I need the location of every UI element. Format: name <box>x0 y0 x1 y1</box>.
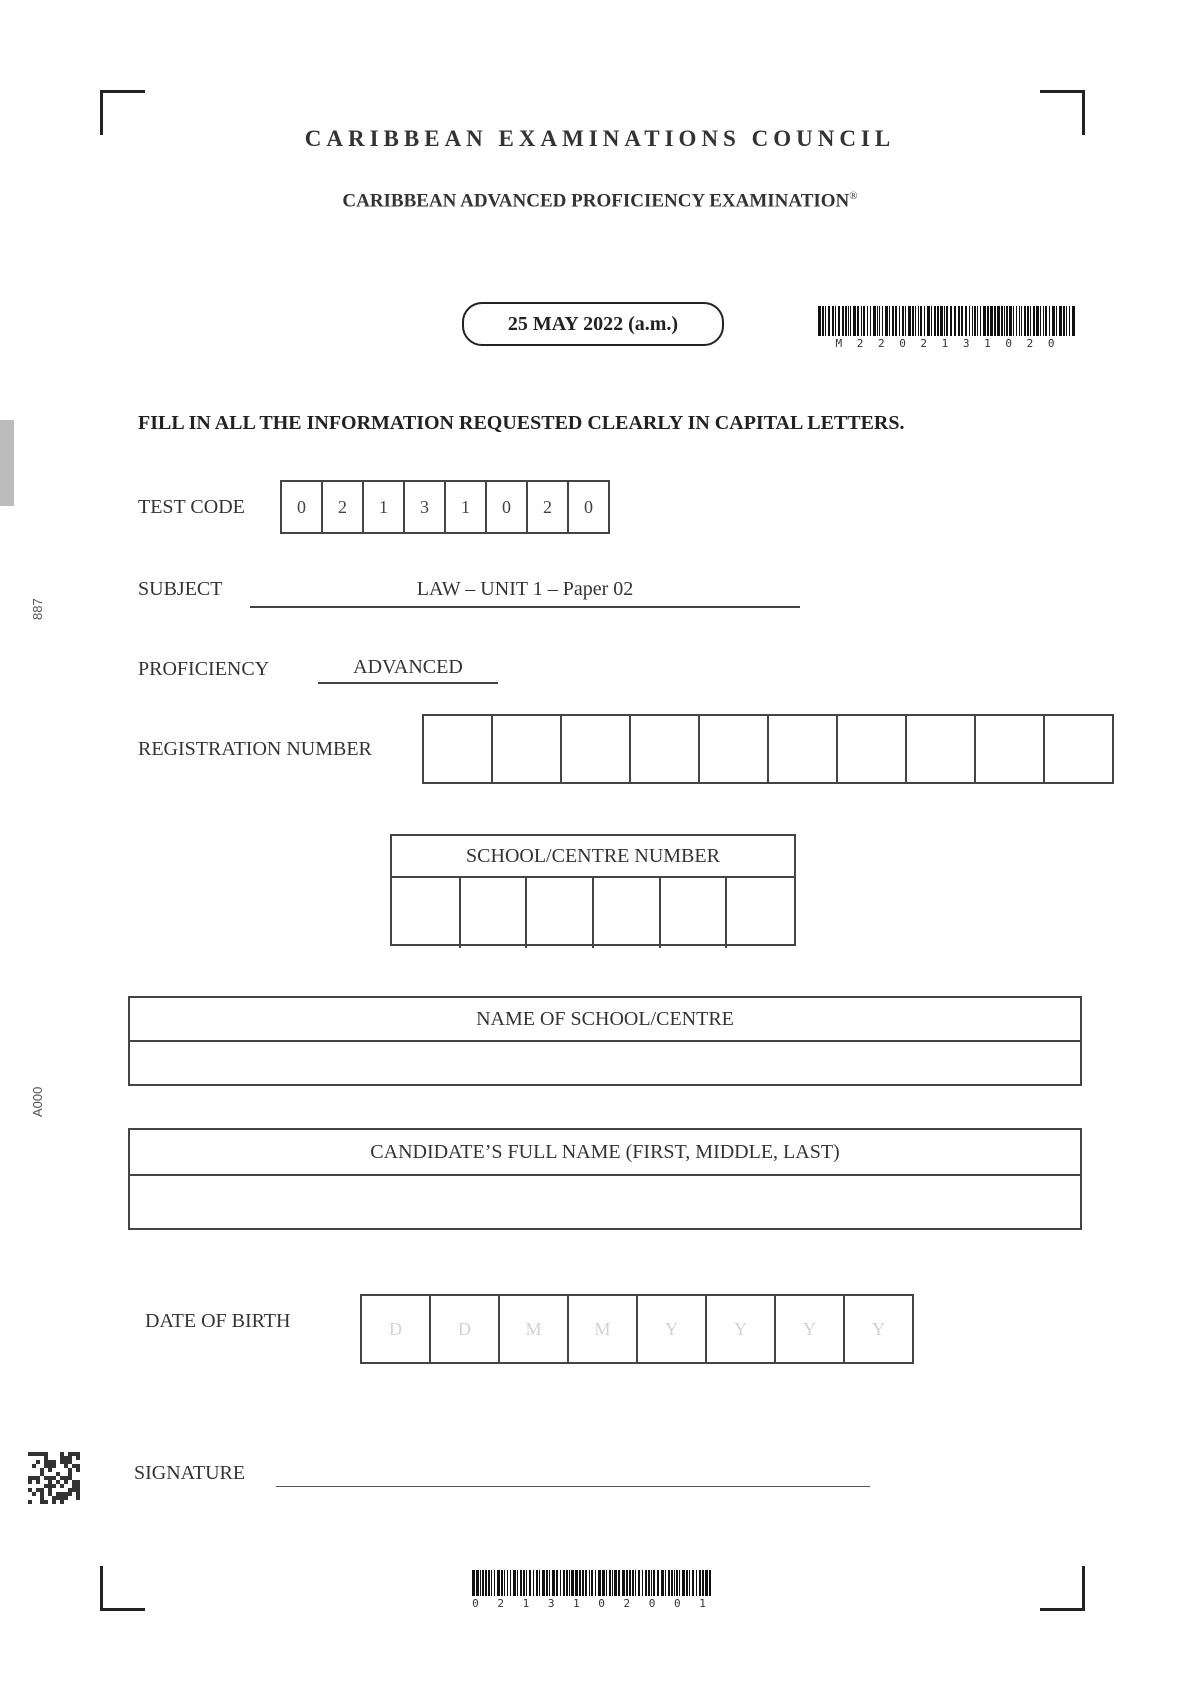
barcode-bar <box>582 1570 584 1596</box>
barcode-bar <box>612 1570 613 1596</box>
corner-mark-bottom-right <box>1040 1566 1085 1611</box>
barcode-bar <box>1009 306 1012 336</box>
barcode-bar <box>563 1570 565 1596</box>
registration-digit-box[interactable] <box>422 714 493 784</box>
barcode-bar <box>491 1570 492 1596</box>
registration-digit-box[interactable] <box>560 714 631 784</box>
barcode-bar <box>665 1570 666 1596</box>
date-of-birth-box[interactable]: Y <box>705 1294 776 1364</box>
barcode-bar <box>632 1570 634 1596</box>
barcode-bar <box>529 1570 531 1596</box>
barcode-bar <box>679 1570 680 1596</box>
barcode-bar <box>1040 306 1041 336</box>
barcode-bar <box>895 306 897 336</box>
exam-date: 25 MAY 2022 (a.m.) <box>462 302 724 346</box>
barcode-bar <box>885 306 888 336</box>
barcode-bar <box>924 306 925 336</box>
barcode-bar <box>877 306 878 336</box>
barcode-bar <box>494 1570 495 1596</box>
barcode-bar <box>994 306 997 336</box>
test-code-digit[interactable]: 0 <box>485 480 528 534</box>
signature-label: SIGNATURE <box>134 1462 246 1484</box>
barcode-bar <box>595 1570 596 1596</box>
test-code-digit[interactable]: 2 <box>321 480 364 534</box>
school-centre-digit-box[interactable] <box>725 878 794 948</box>
proficiency-field[interactable]: ADVANCED <box>318 656 498 684</box>
barcode-bar <box>974 306 976 336</box>
barcode-bar <box>642 1570 643 1596</box>
barcode-bar <box>1001 306 1003 336</box>
barcode-bar <box>618 1570 620 1596</box>
barcode-bar <box>1021 306 1022 336</box>
barcode-bar <box>651 1570 653 1596</box>
barcode-bar <box>536 1570 538 1596</box>
barcode-bar <box>585 1570 587 1596</box>
registration-number-label: REGISTRATION NUMBER <box>138 738 372 760</box>
barcode-bar <box>863 306 865 336</box>
barcode-bar <box>961 306 963 336</box>
barcode-bar <box>614 1570 617 1596</box>
barcode-bar <box>635 1570 636 1596</box>
barcode-bar <box>569 1570 570 1596</box>
barcode-bar <box>629 1570 632 1596</box>
top-barcode-bars <box>818 306 1076 336</box>
barcode-bar <box>622 1570 625 1596</box>
barcode-bar <box>513 1570 516 1596</box>
school-name-input[interactable] <box>130 1042 1080 1084</box>
school-centre-number-boxes <box>392 878 794 948</box>
barcode-bar <box>931 306 933 336</box>
signature-line[interactable] <box>276 1486 870 1487</box>
qr-code-icon <box>28 1452 80 1504</box>
barcode-bar <box>822 306 825 336</box>
barcode-bar <box>850 306 851 336</box>
barcode-bar <box>845 306 847 336</box>
candidate-name-table <box>128 1128 1082 1230</box>
barcode-bar <box>867 306 868 336</box>
candidate-name-input[interactable] <box>130 1176 1080 1228</box>
barcode-bar <box>546 1570 549 1596</box>
barcode-bar <box>1024 306 1026 336</box>
barcode-bar <box>476 1570 479 1596</box>
barcode-bar <box>1033 306 1036 336</box>
subject-field[interactable]: LAW – UNIT 1 – Paper 02 <box>250 578 800 608</box>
school-centre-digit-box[interactable] <box>525 878 594 948</box>
barcode-bar <box>606 1570 607 1596</box>
barcode-bar <box>1027 306 1029 336</box>
barcode-bar <box>626 1570 628 1596</box>
barcode-bar <box>879 306 880 336</box>
barcode-bar <box>818 306 821 336</box>
barcode-bar <box>899 306 900 336</box>
barcode-bar <box>954 306 956 336</box>
barcode-bar <box>1066 306 1068 336</box>
barcode-bar <box>915 306 916 336</box>
barcode-bar <box>832 306 835 336</box>
barcode-bar <box>504 1570 505 1596</box>
barcode-bar <box>889 306 890 336</box>
corner-mark-bottom-left <box>100 1566 145 1611</box>
barcode-bar <box>480 1570 481 1596</box>
date-of-birth-box[interactable]: M <box>498 1294 569 1364</box>
barcode-bar <box>946 306 948 336</box>
barcode-bar <box>682 1570 685 1596</box>
barcode-bar <box>668 1570 670 1596</box>
barcode-bar <box>842 306 844 336</box>
barcode-bar <box>835 306 836 336</box>
barcode-bar <box>912 306 914 336</box>
barcode-bar <box>908 306 911 336</box>
instruction-text: FILL IN ALL THE INFORMATION REQUESTED CLEARLY IN CAPITAL LETTERS. <box>138 412 905 434</box>
council-title: CARIBBEAN EXAMINATIONS COUNCIL <box>304 126 896 151</box>
barcode-bar <box>472 1570 475 1596</box>
bottom-barcode-caption: 0 2 1 3 1 0 2 0 0 1 <box>472 1597 712 1610</box>
subject-label: SUBJECT <box>138 578 223 600</box>
barcode-bar <box>892 306 895 336</box>
barcode-bar <box>552 1570 555 1596</box>
barcode-bar <box>990 306 993 336</box>
school-centre-digit-box[interactable] <box>659 878 728 948</box>
barcode-bar <box>965 306 967 336</box>
margin-code-887: 887 <box>30 598 45 620</box>
barcode-bar <box>1045 306 1047 336</box>
barcode-bar <box>828 306 830 336</box>
barcode-bar <box>882 306 883 336</box>
barcode-bar <box>575 1570 578 1596</box>
barcode-bar <box>838 306 840 336</box>
barcode-bar <box>676 1570 678 1596</box>
date-of-birth-box[interactable]: Y <box>843 1294 914 1364</box>
barcode-bar <box>1063 306 1065 336</box>
margin-code-a000: A000 <box>30 1086 45 1117</box>
barcode-bar <box>671 1570 673 1596</box>
test-code-digit[interactable]: 1 <box>362 480 405 534</box>
registration-digit-box[interactable] <box>974 714 1045 784</box>
barcode-bar <box>1013 306 1014 336</box>
test-code-digit[interactable]: 0 <box>567 480 610 534</box>
barcode-bar <box>944 306 945 336</box>
barcode-bar <box>1019 306 1020 336</box>
barcode-bar <box>934 306 936 336</box>
proficiency-label: PROFICIENCY <box>138 658 270 680</box>
date-of-birth-label: DATE OF BIRTH <box>145 1310 291 1332</box>
barcode-bar <box>579 1570 581 1596</box>
date-of-birth-box[interactable]: Y <box>636 1294 707 1364</box>
barcode-bar <box>848 306 849 336</box>
top-barcode-caption: M 2 2 0 2 1 3 1 0 2 0 <box>835 337 1059 350</box>
school-centre-digit-box[interactable] <box>592 878 661 948</box>
barcode-bar <box>507 1570 508 1596</box>
barcode-bar <box>861 306 862 336</box>
barcode-bar <box>920 306 922 336</box>
barcode-bar <box>853 306 856 336</box>
barcode-bar <box>539 1570 540 1596</box>
barcode-bar <box>977 306 978 336</box>
barcode-bar <box>918 306 919 336</box>
barcode-bar <box>1036 306 1039 336</box>
barcode-bar <box>987 306 990 336</box>
barcode-bar <box>533 1570 534 1596</box>
barcode-bar <box>870 306 871 336</box>
barcode-bar <box>972 306 973 336</box>
barcode-bar <box>997 306 1000 336</box>
barcode-bar <box>873 306 876 336</box>
barcode-bar <box>661 1570 664 1596</box>
barcode-bar <box>940 306 943 336</box>
barcode-bar <box>702 1570 704 1596</box>
barcode-bar <box>696 1570 697 1596</box>
barcode-bar <box>983 306 986 336</box>
date-of-birth-box[interactable]: Y <box>774 1294 845 1364</box>
barcode-bar <box>488 1570 490 1596</box>
candidate-name-label: CANDIDATE’S FULL NAME (FIRST, MIDDLE, LAST) <box>130 1130 1080 1176</box>
barcode-bar <box>560 1570 561 1596</box>
margin-tab <box>0 420 14 506</box>
test-code-label: TEST CODE <box>138 496 245 518</box>
date-of-birth-box[interactable]: M <box>567 1294 638 1364</box>
barcode-bar <box>1069 306 1070 336</box>
registration-digit-box[interactable] <box>1043 714 1114 784</box>
barcode-bar <box>598 1570 601 1596</box>
barcode-bar <box>857 306 859 336</box>
school-name-table <box>128 996 1082 1086</box>
barcode-bar <box>1004 306 1006 336</box>
barcode-bar <box>556 1570 558 1596</box>
barcode-bar <box>653 1570 655 1596</box>
barcode-bar <box>1043 306 1045 336</box>
barcode-bar <box>501 1570 504 1596</box>
school-centre-digit-box[interactable] <box>392 878 461 948</box>
barcode-bar <box>566 1570 568 1596</box>
barcode-bar <box>591 1570 593 1596</box>
barcode-bar <box>589 1570 590 1596</box>
barcode-bar <box>980 306 981 336</box>
barcode-bar <box>571 1570 574 1596</box>
barcode-bar <box>602 1570 605 1596</box>
barcode-bar <box>937 306 939 336</box>
school-centre-digit-box[interactable] <box>459 878 528 948</box>
barcode-bar <box>1030 306 1031 336</box>
barcode-bar <box>699 1570 702 1596</box>
barcode-bar <box>648 1570 650 1596</box>
barcode-bar <box>645 1570 647 1596</box>
barcode-bar <box>482 1570 484 1596</box>
barcode-bar <box>638 1570 640 1596</box>
barcode-bar <box>510 1570 511 1596</box>
barcode-bar <box>674 1570 675 1596</box>
barcode-bar <box>497 1570 500 1596</box>
registration-digit-box[interactable] <box>491 714 562 784</box>
test-code-digit[interactable]: 2 <box>526 480 569 534</box>
barcode-bar <box>485 1570 487 1596</box>
test-code-digit[interactable]: 3 <box>403 480 446 534</box>
test-code-digit[interactable]: 1 <box>444 480 487 534</box>
barcode-bar <box>1056 306 1058 336</box>
barcode-bar <box>825 306 826 336</box>
barcode-bar <box>523 1570 526 1596</box>
barcode-bar <box>927 306 930 336</box>
barcode-bar <box>609 1570 611 1596</box>
bottom-barcode-bars <box>472 1570 712 1596</box>
barcode-bar <box>902 306 904 336</box>
top-barcode <box>818 306 1076 350</box>
barcode-bar <box>1052 306 1055 336</box>
barcode-bar <box>1059 306 1062 336</box>
registration-digit-box[interactable] <box>767 714 838 784</box>
date-of-birth-box[interactable]: D <box>360 1294 431 1364</box>
registration-number-boxes <box>422 714 1114 784</box>
barcode-bar <box>517 1570 518 1596</box>
barcode-bar <box>549 1570 550 1596</box>
barcode-bar <box>709 1570 711 1596</box>
test-code-digit[interactable]: 0 <box>280 480 323 534</box>
school-centre-number-table <box>390 834 796 946</box>
school-centre-number-label: SCHOOL/CENTRE NUMBER <box>392 836 794 878</box>
barcode-bar <box>526 1570 527 1596</box>
registration-digit-box[interactable] <box>905 714 976 784</box>
school-name-label: NAME OF SCHOOL/CENTRE <box>130 998 1080 1042</box>
barcode-bar <box>969 306 970 336</box>
barcode-bar <box>686 1570 688 1596</box>
barcode-bar <box>689 1570 690 1596</box>
barcode-bar <box>1016 306 1017 336</box>
barcode-bar <box>705 1570 708 1596</box>
barcode-bar <box>958 306 961 336</box>
registration-digit-box[interactable] <box>698 714 769 784</box>
barcode-bar <box>1006 306 1008 336</box>
barcode-bar <box>905 306 907 336</box>
barcode-bar <box>542 1570 545 1596</box>
barcode-bar <box>950 306 952 336</box>
bottom-barcode <box>472 1570 712 1610</box>
barcode-bar <box>692 1570 694 1596</box>
barcode-bar <box>1049 306 1050 336</box>
barcode-bar <box>520 1570 522 1596</box>
barcode-bar <box>657 1570 659 1596</box>
barcode-bar <box>1072 306 1075 336</box>
exam-title: CARIBBEAN ADVANCED PROFICIENCY EXAMINATION® <box>342 190 858 212</box>
date-of-birth-box[interactable]: D <box>429 1294 500 1364</box>
registration-digit-box[interactable] <box>836 714 907 784</box>
registration-digit-box[interactable] <box>629 714 700 784</box>
test-code-boxes <box>280 480 610 534</box>
date-of-birth-boxes <box>360 1294 914 1364</box>
